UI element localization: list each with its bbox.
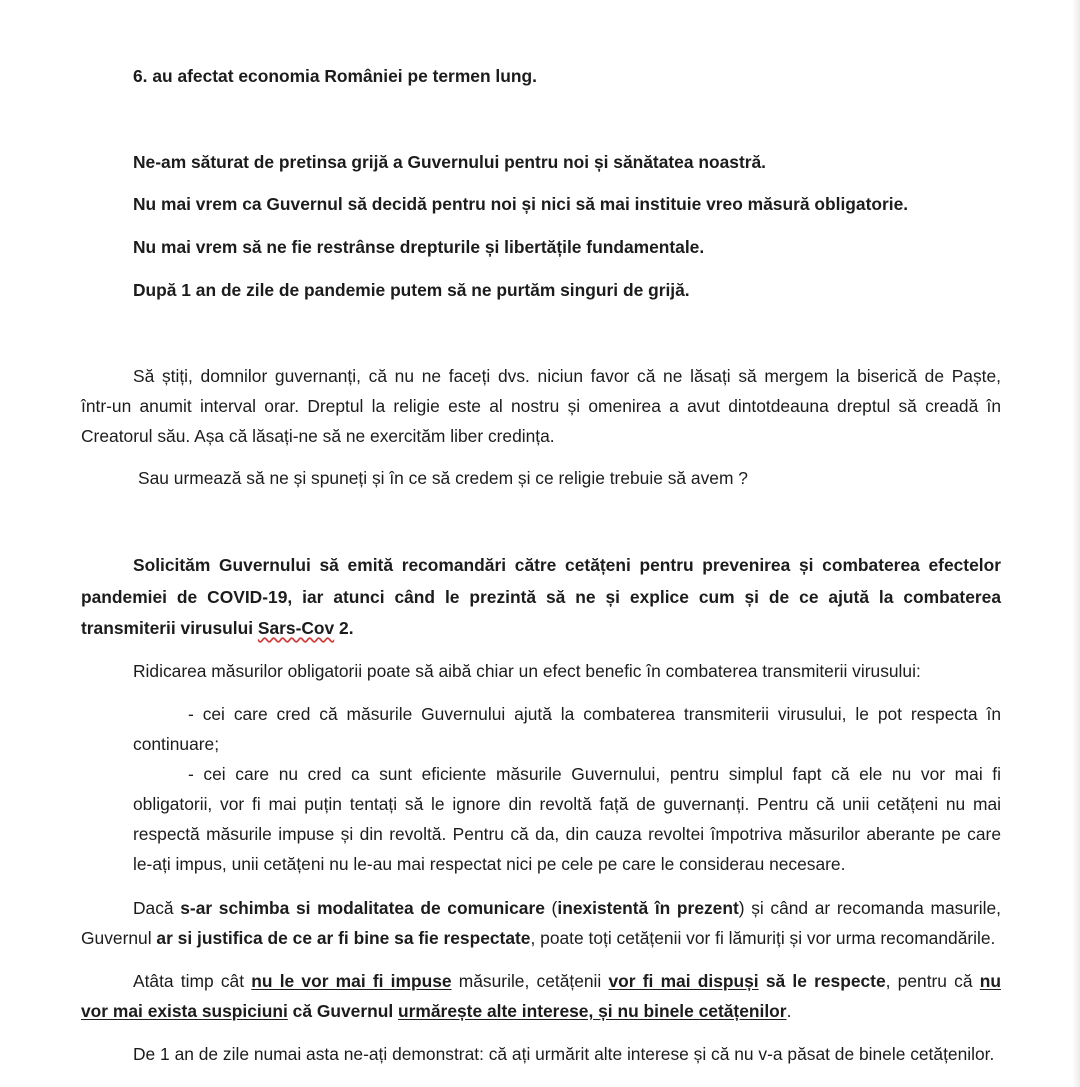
text-run: Dacă (133, 898, 181, 918)
bold-run: ar si justifica de ce ar fi bine sa fie respectate (156, 928, 531, 948)
demand-3: Nu mai vrem să ne fie restrânse drepturile și libertățile fundamentale. (133, 237, 705, 257)
bullet-2-line-2: obligatorii, vor fi mai puțin tentați să le ignore din revoltă față de guvernanți. Pentru că unii cetățeni nu mai (133, 794, 1001, 814)
text-run: ( (544, 898, 558, 918)
text-run: măsurile, cetățenii (451, 971, 609, 991)
religion-line-1: Să știți, domnilor guvernanți, că nu ne faceți dvs. niciun favor că ne lăsați să mergem la biserică de Paște, (133, 366, 1001, 386)
request-line-3-end: 2. (334, 618, 354, 638)
bullet-1-line-2: continuare; (133, 734, 220, 754)
demand-2: Nu mai vrem ca Guvernul să decidă pentru noi și nici să mai instituie vreo măsură obligatorie. (133, 194, 909, 214)
religion-question: Sau urmează să ne și spuneți și în ce să credem și ce religie trebuie să avem ? (138, 468, 748, 488)
demand-1: Ne-am săturat de pretinsa grijă a Guvernului pentru noi și sănătatea noastră. (133, 152, 767, 172)
text-run: . (786, 1001, 792, 1021)
demand-4: După 1 an de zile de pandemie putem să ne purtăm singuri de grijă. (133, 280, 690, 300)
text-run: , pentru că (885, 971, 980, 991)
bullet-2-line-1: - cei care nu cred ca sunt eficiente măsurile Guvernului, pentru simplul fapt că ele nu vor mai fi (188, 764, 1001, 784)
bold-run: că Guvernul (287, 1001, 399, 1021)
request-line-3-text: transmiterii virusului (81, 618, 258, 638)
text-run: , poate toți cetățenii vor fi lămuriți și vor urma recomandările. (530, 928, 996, 948)
closing-line: De 1 an de zile numai asta ne-ați demonstrat: că ați urmărit alte interese și că nu v-a păsat de binele cetățenilor. (133, 1044, 995, 1064)
text-run: Atâta timp cât (133, 971, 252, 991)
text-run: Guvernul (81, 928, 157, 948)
bold-run: s-ar schimba si modalitatea de comunicare (180, 898, 545, 918)
underlined-run: vor mai exista suspiciuni (81, 1001, 288, 1021)
underlined-run: vor fi mai dispuși (608, 971, 759, 991)
underlined-run: nu le vor mai fi impuse (251, 971, 452, 991)
page-edge-shadow (1072, 0, 1080, 1087)
lifting-intro: Ridicarea măsurilor obligatorii poate să aibă chiar un efect benefic în combaterea transmiterii virusului: (133, 661, 921, 681)
communication-line-2 (81, 927, 1001, 949)
bullet-2-line-4: le-ați impus, unii cetățeni nu le-au mai respectat nici pe cele pe care le considerau necesare. (133, 854, 846, 874)
trust-line-2 (81, 1000, 1001, 1022)
underlined-run: nu (979, 971, 1002, 991)
trust-line-1 (133, 970, 1001, 992)
underlined-run: urmărește alte interese, și nu binele cetățenilor (398, 1001, 787, 1021)
bullet-1-line-1: - cei care cred că măsurile Guvernului ajută la combaterea transmiterii virusului, le pot respecta în (188, 704, 1001, 724)
bold-run: să le respecte (758, 971, 886, 991)
religion-line-2: într-un anumit interval orar. Dreptul la religie este al nostru și omenirea a avut dintotdeauna dreptul să creadă în (81, 396, 1001, 416)
request-line-2: pandemiei de COVID-19, iar atunci când le prezintă să ne și explice cum și de ce ajută la combaterea (81, 587, 1001, 607)
religion-line-3: Creatorul său. Așa că lăsați-ne să ne exercităm liber credința. (81, 426, 555, 446)
spellcheck-term: Sars-Cov (257, 618, 335, 638)
bullet-2-line-3: respectă măsurile impuse și din revoltă. Pentru că da, din cauza revoltei împotriva măsurilor aberante pe care (133, 824, 1001, 844)
bold-run: inexistentă în prezent (557, 898, 739, 918)
request-line-3 (81, 617, 1001, 639)
list-item-6: 6. au afectat economia României pe termen lung. (133, 66, 537, 86)
request-line-1: Solicităm Guvernului să emită recomandări către cetățeni pentru prevenirea și combaterea efectelor (133, 555, 1001, 575)
text-run: ) și când ar recomanda masurile, (738, 898, 1002, 918)
communication-line-1 (133, 897, 1001, 919)
